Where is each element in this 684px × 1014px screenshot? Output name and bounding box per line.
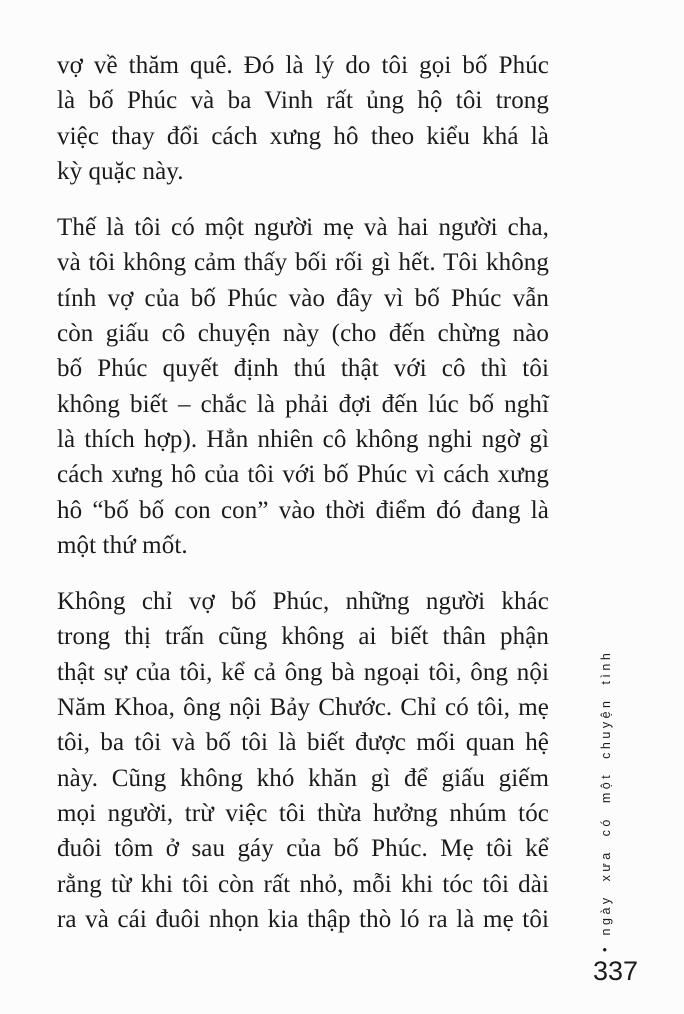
text-line: bố Phúc quyết định thú thật với cô thì tôi: [57, 355, 549, 383]
text-line: còn giấu cô chuyện này (cho đến chừng nào: [57, 320, 549, 348]
text-line: vợ về thăm quê. Đó là lý do tôi gọi bố Phúc: [57, 52, 549, 79]
page-text: [57, 48, 549, 958]
text-line: và tôi không cảm thấy bối rối gì hết. Tôi không: [57, 249, 549, 277]
text-line: Không chỉ vợ bố Phúc, những người khác: [57, 588, 549, 616]
page-number: 337: [593, 956, 639, 986]
text-line: tính vợ của bố Phúc vào đây vì bố Phúc vẫn: [57, 284, 549, 312]
text-line: là thích hợp). Hẳn nhiên cô không nghi ngờ gì: [57, 425, 549, 453]
text-line: mọi người, trừ việc tôi thừa hưởng nhúm tóc: [57, 799, 549, 827]
text-line: này. Cũng không khó khăn gì để giấu giếm: [57, 764, 549, 792]
text-line: Năm Khoa, ông nội Bảy Chước. Chỉ có tôi, mẹ: [57, 694, 549, 722]
running-title-text: ngày xưa có một chuyện tình: [599, 649, 613, 936]
bullet-icon: •: [597, 947, 612, 952]
text-line: thật sự của tôi, kể cả ông bà ngoại tôi, ông nội: [57, 658, 549, 686]
text-line: trong thị trấn cũng không ai biết thân phận: [57, 623, 549, 651]
text-line: không biết – chắc là phải đợi đến lúc bố nghĩ: [57, 390, 549, 418]
text-line: tôi, ba tôi và bố tôi là biết được mối quan hệ: [57, 729, 549, 757]
text-line: ra và cái đuôi nhọn kia thập thò ló ra là mẹ tôi: [57, 905, 549, 933]
text-line: một thứ mốt.: [57, 531, 188, 559]
text-line: đuôi tôm ở sau gáy của bố Phúc. Mẹ tôi kể: [57, 835, 549, 863]
running-title: [598, 650, 613, 952]
text-line: hô “bố bố con con” vào thời điểm đó đang là: [57, 496, 549, 524]
paragraph: [57, 48, 549, 189]
text-line: việc thay đổi cách xưng hô theo kiểu khá là: [57, 122, 549, 150]
text-line: Thế là tôi có một người mẹ và hai người cha,: [57, 214, 549, 242]
text-line: cách xưng hô của tôi với bố Phúc vì cách xưng: [57, 461, 549, 489]
paragraph: [57, 584, 549, 937]
text-line: là bố Phúc và ba Vinh rất ủng hộ tôi trong: [57, 87, 549, 115]
text-line: rằng từ khi tôi còn rất nhỏ, mỗi khi tóc tôi dài: [57, 870, 549, 898]
paragraph: [57, 210, 549, 563]
text-line: kỳ quặc này.: [57, 157, 184, 185]
